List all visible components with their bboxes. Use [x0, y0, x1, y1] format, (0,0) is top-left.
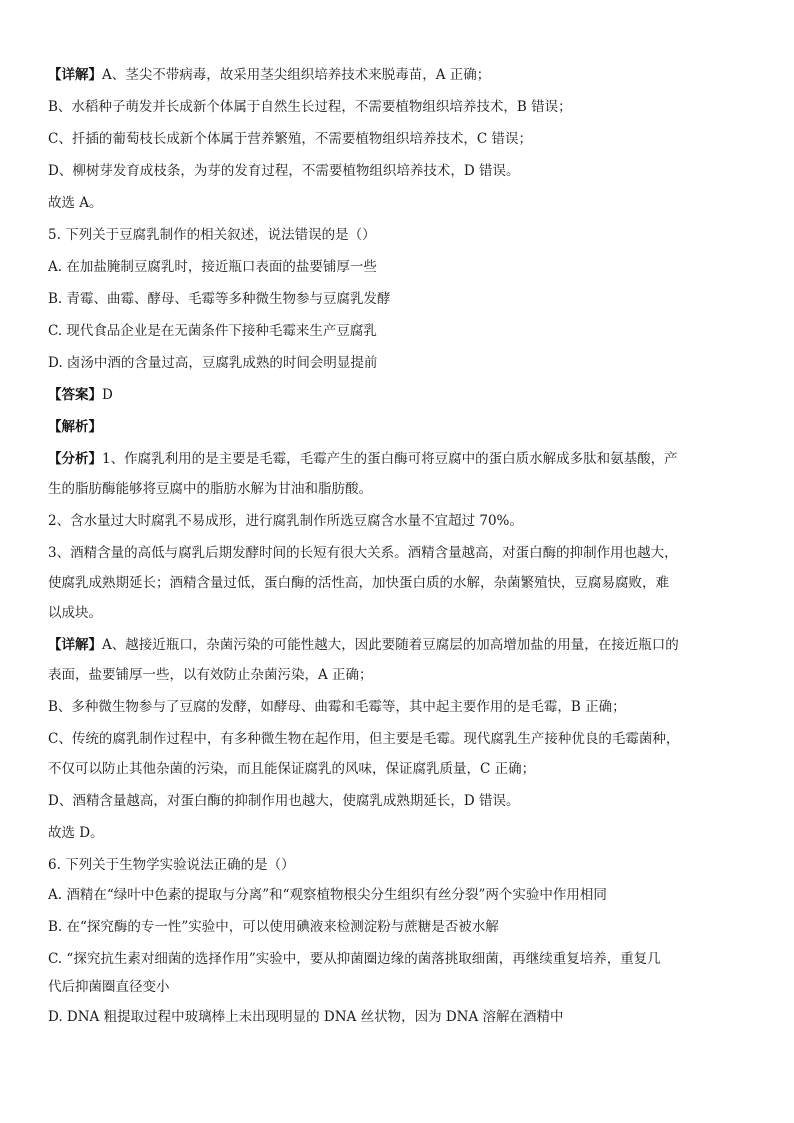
- line-text: 2、含水量过大时腐乳不易成形，进行腐乳制作所选豆腐含水量不宜超过 70%。: [48, 513, 523, 529]
- text-line: [48, 730, 748, 748]
- line-text: 使腐乳成熟期延长；酒精含量过低，蛋白酶的活性高，加快蛋白质的水解，杂菌繁殖快，豆腐易腐败，难: [48, 575, 669, 591]
- line-text: C. 现代食品企业是在无菌条件下接种毛霉来生产豆腐乳: [48, 323, 377, 339]
- option-b: [48, 290, 748, 308]
- line-text: C、传统的腐乳制作过程中，有多种微生物在起作用，但主要是毛霉。现代腐乳生产接种优良的毛霉菌种，: [48, 731, 680, 747]
- text-line: [48, 792, 748, 810]
- text-line: [48, 194, 748, 212]
- text-line: [48, 162, 748, 180]
- section-tag: 【详解】: [48, 637, 102, 653]
- line-text: D. 卤汤中酒的含量过高，豆腐乳成熟的时间会明显提前: [48, 355, 378, 371]
- question-stem: [48, 226, 748, 244]
- answer-tag: 【答案】: [48, 387, 102, 403]
- line-text: B、水稻种子萌发并长成新个体属于自然生长过程，不需要植物组织培养技术，B 错误；: [48, 99, 572, 115]
- section-tag: 【分析】: [48, 451, 102, 467]
- text-line: [48, 450, 748, 468]
- text-line: [48, 760, 748, 778]
- text-line: [48, 636, 748, 654]
- text-line: [48, 698, 748, 716]
- line-text: A、茎尖不带病毒，故采用茎尖组织培养技术来脱毒苗，A 正确；: [102, 67, 491, 83]
- line-text: A、越接近瓶口，杂菌污染的可能性越大，因此要随着豆腐层的加高增加盐的用量，在接近瓶口的: [102, 637, 679, 653]
- line-text: 故选 A。: [48, 195, 103, 211]
- analysis-heading: [48, 418, 748, 436]
- line-text: 故选 D。: [48, 825, 104, 841]
- line-text: 代后抑菌圈直径变小: [48, 979, 170, 995]
- line-text: D. DNA 粗提取过程中玻璃棒上未出现明显的 DNA 丝状物，因为 DNA 溶解在酒精中: [48, 1009, 564, 1025]
- line-text: C、扦插的葡萄枝长成新个体属于营养繁殖，不需要植物组织培养技术，C 错误；: [48, 131, 532, 147]
- line-text: 以成块。: [48, 605, 102, 621]
- line-text: D、柳树芽发育成枝条，为芽的发育过程，不需要植物组织培养技术，D 错误。: [48, 163, 520, 179]
- text-line: [48, 604, 748, 622]
- line-text: 6. 下列关于生物学实验说法正确的是（）: [48, 857, 295, 873]
- option-c: [48, 950, 748, 968]
- text-line: [48, 480, 748, 498]
- line-text: C. “探究抗生素对细菌的选择作用”实验中，要从抑菌圈边缘的菌落挑取细菌，再继续重复培养，重复几: [48, 951, 661, 967]
- line-text: B、多种微生物参与了豆腐的发酵，如酵母、曲霉和毛霉等，其中起主要作用的是毛霉，B 正确；: [48, 699, 626, 715]
- line-text: 5. 下列关于豆腐乳制作的相关叙述，说法错误的是（）: [48, 227, 376, 243]
- text-line: [48, 824, 748, 842]
- option-a: [48, 258, 748, 276]
- option-a: [48, 886, 748, 904]
- answer-line: [48, 386, 748, 404]
- line-text: D、酒精含量越高，对蛋白酶的抑制作用也越大，使腐乳成熟期延长，D 错误。: [48, 793, 520, 809]
- line-text: 生的脂肪酶能够将豆腐中的脂肪水解为甘油和脂肪酸。: [48, 481, 372, 497]
- question-stem: [48, 856, 748, 874]
- text-line: [48, 544, 748, 562]
- line-text: 3、酒精含量的高低与腐乳后期发酵时间的长短有很大关系。酒精含量越高，对蛋白酶的抑制作用也越大，: [48, 545, 678, 561]
- text-line: [48, 512, 748, 530]
- line-text: B. 在“探究酶的专一性”实验中，可以使用碘液来检测淀粉与蔗糖是否被水解: [48, 919, 499, 935]
- option-c: [48, 322, 748, 340]
- text-line: [48, 130, 748, 148]
- answer-value: D: [102, 387, 113, 403]
- option-b: [48, 918, 748, 936]
- option-d: [48, 354, 748, 372]
- analysis-tag: 【解析】: [48, 419, 102, 435]
- line-text: A. 在加盐腌制豆腐乳时，接近瓶口表面的盐要铺厚一些: [48, 259, 377, 275]
- text-line: [48, 574, 748, 592]
- line-text: A. 酒精在“绿叶中色素的提取与分离”和“观察植物根尖分生组织有丝分裂”两个实验中作用相同: [48, 887, 607, 903]
- line-text: 不仅可以防止其他杂菌的污染，而且能保证腐乳的风味，保证腐乳质量，C 正确；: [48, 761, 536, 777]
- option-d: [48, 1008, 748, 1026]
- text-line: [48, 666, 748, 684]
- text-line: [48, 978, 748, 996]
- text-line: [48, 66, 748, 84]
- section-tag: 【详解】: [48, 67, 102, 83]
- line-text: 表面，盐要铺厚一些，以有效防止杂菌污染，A 正确；: [48, 667, 373, 683]
- line-text: 1、作腐乳利用的是主要是毛霉，毛霉产生的蛋白酶可将豆腐中的蛋白质水解成多肽和氨基酸，产: [102, 451, 678, 467]
- text-line: [48, 98, 748, 116]
- line-text: B. 青霉、曲霉、酵母、毛霉等多种微生物参与豆腐乳发酵: [48, 291, 391, 307]
